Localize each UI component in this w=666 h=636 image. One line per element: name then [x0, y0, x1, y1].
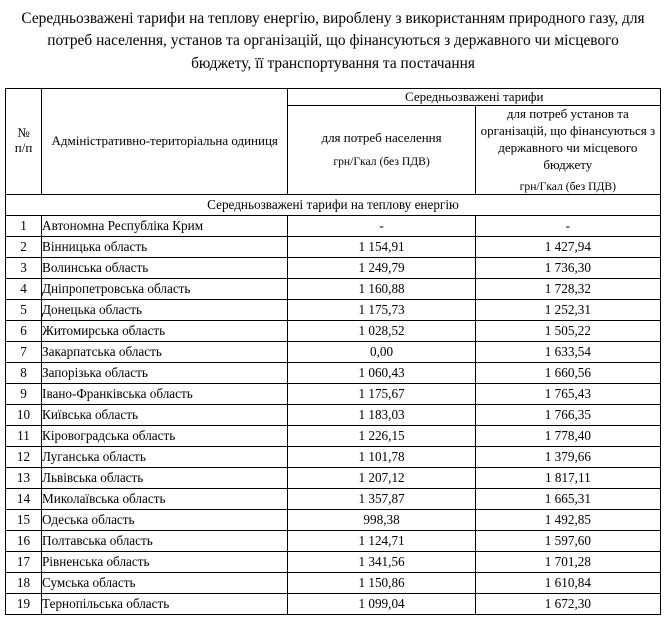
row-population-tariff: 1 124,71 — [288, 530, 475, 551]
row-number: 15 — [6, 509, 42, 530]
row-number: 18 — [6, 572, 42, 593]
table-row — [6, 509, 661, 530]
row-population-tariff: 1 150,86 — [288, 572, 475, 593]
column-header-unit: Адміністративно-територіальна одиниця — [42, 88, 288, 194]
row-organizations-tariff: 1 665,31 — [475, 488, 660, 509]
row-population-tariff: 1 341,56 — [288, 551, 475, 572]
table-row — [6, 593, 661, 614]
row-region-name: Автономна Республіка Крим — [42, 215, 288, 236]
row-population-tariff: 1 101,78 — [288, 446, 475, 467]
row-region-name: Кіровоградська область — [42, 425, 288, 446]
row-number: 1 — [6, 215, 42, 236]
row-organizations-tariff: 1 736,30 — [475, 257, 660, 278]
row-number: 16 — [6, 530, 42, 551]
row-organizations-tariff: 1 633,54 — [475, 341, 660, 362]
row-number: 19 — [6, 593, 42, 614]
row-region-name: Полтавська область — [42, 530, 288, 551]
column-header-group: Середньозважені тарифи — [288, 88, 661, 105]
row-region-name: Житомирська область — [42, 320, 288, 341]
row-region-name: Волинська область — [42, 257, 288, 278]
table-body — [6, 194, 661, 614]
row-population-tariff: 1 099,04 — [288, 593, 475, 614]
table-row — [6, 488, 661, 509]
row-organizations-tariff: 1 252,31 — [475, 299, 660, 320]
row-number: 8 — [6, 362, 42, 383]
row-number: 13 — [6, 467, 42, 488]
row-population-tariff: 1 160,88 — [288, 278, 475, 299]
table-row — [6, 215, 661, 236]
row-number: 7 — [6, 341, 42, 362]
row-number: 2 — [6, 236, 42, 257]
row-population-tariff: 998,38 — [288, 509, 475, 530]
row-organizations-tariff: 1 660,56 — [475, 362, 660, 383]
column-header-organizations-label: для потреб установ та організацій, що фінансуються з державного чи місцевого бюджету — [480, 105, 656, 172]
table-row — [6, 404, 661, 425]
column-header-organizations — [475, 105, 660, 194]
row-population-tariff: 1 183,03 — [288, 404, 475, 425]
table-header — [6, 88, 661, 194]
table-row — [6, 362, 661, 383]
row-population-tariff: 1 226,15 — [288, 425, 475, 446]
row-organizations-tariff: 1 672,30 — [475, 593, 660, 614]
row-number: 6 — [6, 320, 42, 341]
row-number: 12 — [6, 446, 42, 467]
table-row — [6, 572, 661, 593]
row-region-name: Київська область — [42, 404, 288, 425]
row-organizations-tariff: 1 379,66 — [475, 446, 660, 467]
row-organizations-tariff: 1 728,32 — [475, 278, 660, 299]
column-header-organizations-units: грн/Гкал (без ПДВ) — [519, 179, 616, 193]
column-header-number — [6, 88, 42, 194]
column-header-population-label: для потреб населення — [321, 130, 442, 146]
row-region-name: Запорізька область — [42, 362, 288, 383]
column-header-number-line2: п/п — [14, 140, 33, 156]
row-number: 9 — [6, 383, 42, 404]
row-organizations-tariff: - — [475, 215, 660, 236]
row-number: 3 — [6, 257, 42, 278]
table-row — [6, 278, 661, 299]
column-header-number-line1: № — [17, 125, 30, 141]
row-region-name: Львівська область — [42, 467, 288, 488]
row-number: 5 — [6, 299, 42, 320]
row-organizations-tariff: 1 505,22 — [475, 320, 660, 341]
row-number: 11 — [6, 425, 42, 446]
row-population-tariff: 0,00 — [288, 341, 475, 362]
row-population-tariff: 1 249,79 — [288, 257, 475, 278]
table-row — [6, 551, 661, 572]
row-region-name: Одеська область — [42, 509, 288, 530]
row-region-name: Миколаївська область — [42, 488, 288, 509]
row-number: 17 — [6, 551, 42, 572]
row-region-name: Івано-Франківська область — [42, 383, 288, 404]
row-organizations-tariff: 1 701,28 — [475, 551, 660, 572]
document-page — [0, 8, 666, 636]
row-organizations-tariff: 1 597,60 — [475, 530, 660, 551]
row-organizations-tariff: 1 778,40 — [475, 425, 660, 446]
table-row — [6, 425, 661, 446]
column-header-population-units: грн/Гкал (без ПДВ) — [333, 155, 430, 169]
table-section-label: Середньозважені тарифи на теплову енергію — [6, 194, 661, 215]
row-population-tariff: 1 175,67 — [288, 383, 475, 404]
row-population-tariff: 1 154,91 — [288, 236, 475, 257]
table-row — [6, 236, 661, 257]
table-row — [6, 383, 661, 404]
table-row — [6, 299, 661, 320]
row-number: 10 — [6, 404, 42, 425]
table-row — [6, 341, 661, 362]
row-region-name: Дніпропетровська область — [42, 278, 288, 299]
row-organizations-tariff: 1 766,35 — [475, 404, 660, 425]
table-row — [6, 257, 661, 278]
row-organizations-tariff: 1 492,85 — [475, 509, 660, 530]
row-population-tariff: 1 175,73 — [288, 299, 475, 320]
row-region-name: Донецька область — [42, 299, 288, 320]
row-organizations-tariff: 1 610,84 — [475, 572, 660, 593]
row-region-name: Тернопільська область — [42, 593, 288, 614]
tariffs-table — [5, 88, 661, 615]
table-row — [6, 467, 661, 488]
row-organizations-tariff: 1 765,43 — [475, 383, 660, 404]
table-row — [6, 530, 661, 551]
row-region-name: Сумська область — [42, 572, 288, 593]
table-row — [6, 446, 661, 467]
row-population-tariff: - — [288, 215, 475, 236]
row-population-tariff: 1 207,12 — [288, 467, 475, 488]
row-region-name: Луганська область — [42, 446, 288, 467]
row-region-name: Рівненська область — [42, 551, 288, 572]
row-number: 4 — [6, 278, 42, 299]
row-number: 14 — [6, 488, 42, 509]
row-organizations-tariff: 1 817,11 — [475, 467, 660, 488]
row-region-name: Вінницька область — [42, 236, 288, 257]
column-header-population — [288, 105, 475, 194]
table-row — [6, 320, 661, 341]
row-region-name: Закарпатська область — [42, 341, 288, 362]
row-population-tariff: 1 357,87 — [288, 488, 475, 509]
row-organizations-tariff: 1 427,94 — [475, 236, 660, 257]
row-population-tariff: 1 060,43 — [288, 362, 475, 383]
row-population-tariff: 1 028,52 — [288, 320, 475, 341]
page-title: Середньозважені тарифи на теплову енергію, вироблену з використанням природного газу, для потреб населення, установ та організацій, що фінансуються з державного чи місцевого бюджету, її транспортування та постачання — [21, 10, 645, 72]
table-section-row — [6, 194, 661, 215]
